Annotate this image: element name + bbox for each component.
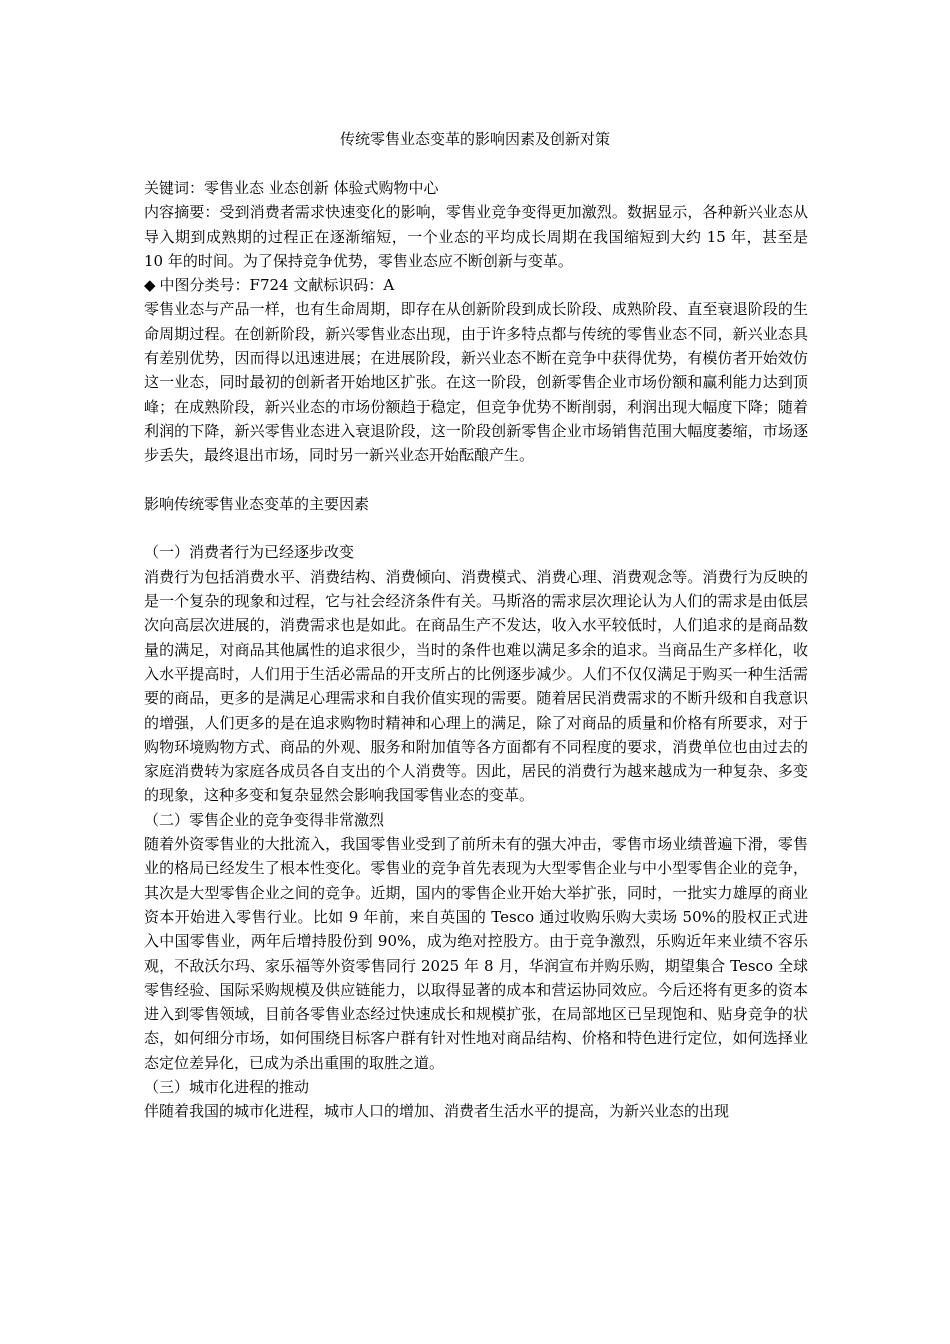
subsection-heading-1: （一）消费者行为已经逐步改变 (144, 543, 355, 562)
document-title: 传统零售业态变革的影响因素及创新对策 (339, 130, 610, 148)
subsection-paragraph-3: 伴随着我国的城市化进程，城市人口的增加、消费者生活水平的提高，为新兴业态的出现 (144, 1102, 730, 1121)
document-body (144, 176, 808, 1124)
blank-line (144, 468, 808, 492)
keywords-line: 关键词：零售业态 业态创新 体验式购物中心 (144, 179, 439, 197)
subsection-heading-2: （二）零售企业的竞争变得非常激烈 (144, 810, 385, 829)
subsection-paragraph-2: 随着外资零售业的大批流入，我国零售业受到了前所未有的强大冲击，零售市场业绩普遍下滑，零售业的格局已经发生了根本性变化。零售业的竞争首先表现为大型零售企业与中小型零售企业的竞争，其次是大型零售企业之间的竞争。近期，国内的零售企业开始大举扩张，同时，一批实力雄厚的商业资本开始进入零售行业。比如 9 年前，来自英国的 Tesco 通过收购乐购大卖场 50%的股权正式进入中国零售业，两年后增持股份到 90%，成为绝对控股方。由于竞争激烈，乐购近年来业绩不容乐观，不敌沃尔玛、家乐福等外资零售同行 2025 年 8 月，华润宣布并购乐购，期望集合 Tesco 全球零售经验、国际采购规模及供应链能力，以取得显著的成本和营运协同效应。今后还将有更多的资本进入到零售领域，目前各零售业态经过快速成长和规模扩张，在局部地区已呈现饱和、贴身竞争的状态，如何细分市场，如何围绕目标客户群有针对性地对商品结构、价格和特色进行定位，如何选择业态定位差异化，已成为杀出重围的取胜之道。 (144, 835, 808, 1072)
abstract-paragraph: 内容摘要：受到消费者需求快速变化的影响，零售业竞争变得更加激烈。数据显示，各种新兴业态从导入期到成熟期的过程正在逐渐缩短，一个业态的平均成长周期在我国缩短到大约 15 年，甚至是 10 年的时间。为了保持竞争优势，零售业态应不断创新与变革。 (144, 203, 808, 270)
classification-text: 中图分类号：F724 文献标识码：A (159, 276, 395, 295)
section-heading: 影响传统零售业态变革的主要因素 (144, 494, 370, 513)
intro-paragraph: 零售业态与产品一样，也有生命周期，即存在从创新阶段到成长阶段、成熟阶段、直至衰退阶段的生命周期过程。在创新阶段，新兴零售业态出现，由于许多特点都与传统的零售业态不同，新兴业态具有差别优势，因而得以迅速进展；在进展阶段，新兴业态不断在竞争中获得优势，有模仿者开始效仿这一业态，同时最初的创新者开始地区扩张。在这一阶段，创新零售企业市场份额和赢利能力达到顶峰；在成熟阶段，新兴业态的市场份额趋于稳定，但竞争优势不断削弱，利润出现大幅度下降；随着利润的下降，新兴零售业态进入衰退阶段，这一阶段创新零售企业市场销售范围大幅度萎缩，市场逐步丢失，最终退出市场，同时另一新兴业态开始酝酿产生。 (144, 300, 808, 465)
blank-line (144, 516, 808, 540)
subsection-paragraph-1: 消费行为包括消费水平、消费结构、消费倾向、消费模式、消费心理、消费观念等。消费行为反映的是一个复杂的现象和过程，它与社会经济条件有关。马斯洛的需求层次理论认为人们的需求是由低层次向高层次进展的，消费需求也是如此。在商品生产不发达，收入水平较低时，人们追求的是商品数量的满足，对商品其他属性的追求很少，当时的条件也难以满足多余的追求。当商品生产多样化，收入水平提高时，人们用于生活必需品的开支所占的比例逐步减少。人们不仅仅满足于购买一种生活需要的商品，更多的是满足心理需求和自我价值实现的需要。随着居民消费需求的不断升级和自我意识的增强，人们更多的是在追求购物时精神和心理上的满足，除了对商品的质量和价格有所要求，对于购物环境购物方式、商品的外观、服务和附加值等各方面都有不同程度的要求，消费单位也由过去的家庭消费转为家庭各成员各自支出的个人消费等。因此，居民的消费行为越来越成为一种复杂、多变的现象，这种多变和复杂显然会影响我国零售业态的变革。 (144, 567, 808, 805)
diamond-bullet-icon: ◆ (144, 276, 156, 295)
classification-line (144, 273, 808, 297)
subsection-heading-3: （三）城市化进程的推动 (144, 1077, 310, 1096)
